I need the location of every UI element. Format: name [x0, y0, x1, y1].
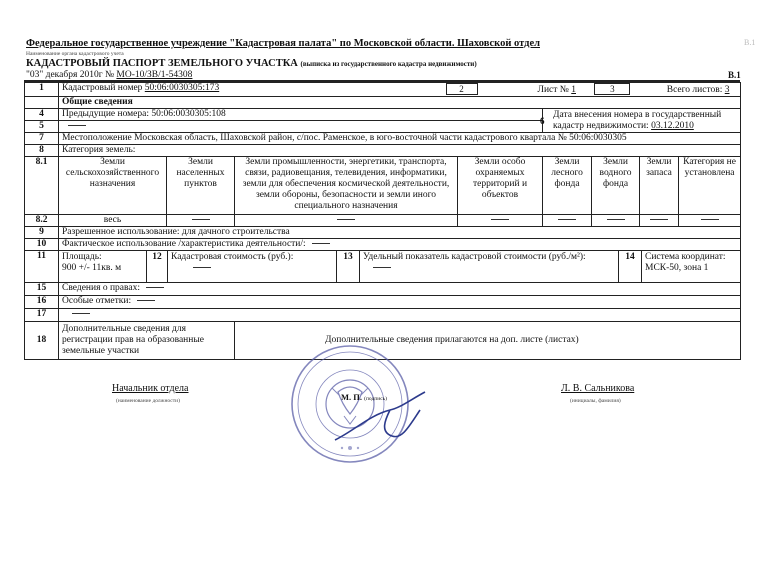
date-entry-cell — [540, 109, 741, 133]
organization-name: Федеральное государственное учреждение "Кадастровая палата" по Московской области. Шаховской отдел — [26, 38, 540, 49]
date-entry — [543, 109, 737, 131]
rights-info — [59, 283, 741, 296]
category-value: весь — [59, 215, 167, 227]
additional-info-value: Дополнительные сведения прилагаются на доп. листе (листах) — [235, 322, 741, 360]
cadastral-cost-label: Кадастровая стоимость (руб.): — [171, 252, 294, 262]
row-num-12: 12 — [147, 251, 168, 282]
cadastral-number-cell — [59, 83, 543, 97]
coordinate-label: Система координат: — [645, 252, 726, 262]
empty-dash — [337, 219, 355, 220]
row-4 — [25, 109, 741, 121]
row-num: 8 — [25, 145, 59, 157]
actual-use — [59, 239, 741, 251]
row-num: 17 — [25, 309, 59, 322]
empty-dash — [491, 219, 509, 220]
previous-value: 50:06:0030305:108 — [151, 109, 226, 119]
category-agricultural: Земли сельскохозяйственного назначения — [59, 157, 167, 215]
special-notes — [59, 296, 741, 309]
signature-caption: (подпись) — [364, 396, 387, 402]
corner-mark: В.1 — [744, 38, 756, 47]
land-category-heading: Категория земель: — [59, 145, 741, 157]
actual-use-label: Фактическое использование /характеристика деятельности/: — [62, 239, 306, 249]
row-8-2 — [25, 215, 741, 227]
row-10 — [25, 239, 741, 251]
general-row — [25, 97, 741, 109]
signer-caption: (инициалы, фамилия) — [570, 398, 621, 404]
empty-dash — [137, 300, 155, 301]
row-num: 4 — [25, 109, 59, 121]
category-water: Земли водного фонда — [592, 157, 640, 215]
row-17 — [25, 309, 741, 322]
area-cell — [59, 251, 147, 282]
cadastral-table — [24, 82, 741, 360]
document-date — [26, 70, 192, 80]
row-num: 9 — [25, 227, 59, 239]
previous-numbers — [59, 109, 543, 121]
row-8-1 — [25, 157, 741, 215]
organization-caption: Наименование органа кадастрового учета — [26, 51, 124, 57]
coordinate-value: МСК-50, зона 1 — [645, 263, 709, 273]
title-text: КАДАСТРОВЫЙ ПАСПОРТ ЗЕМЕЛЬНОГО УЧАСТКА — [26, 58, 298, 69]
row-11-14 — [25, 251, 741, 283]
cadastral-number: 50:06:0030305:173 — [144, 83, 220, 93]
row-num: 8.2 — [25, 215, 59, 227]
area-label: Площадь: — [62, 252, 102, 262]
mp-label: М. П. — [341, 392, 363, 402]
row-num: 11 — [25, 251, 59, 283]
seal-place — [341, 392, 387, 402]
cell-2-box: 2 — [446, 83, 478, 95]
empty-dash — [72, 313, 90, 314]
row-9 — [25, 227, 741, 239]
specific-cost-cell — [360, 251, 619, 282]
empty-dash — [68, 125, 86, 126]
row-num: 16 — [25, 296, 59, 309]
signer-name: Л. В. Сальникова — [561, 383, 635, 394]
empty-dash — [650, 219, 668, 220]
general-heading: Общие сведения — [59, 97, 741, 109]
title-note: (выписка из государственного кадастра недвижимости) — [300, 60, 477, 68]
empty-dash — [607, 219, 625, 220]
empty-dash — [146, 287, 164, 288]
row-5-value — [59, 121, 543, 133]
position-caption: (наименование должности) — [116, 398, 180, 404]
row-num: 18 — [25, 322, 59, 360]
document-title — [26, 58, 477, 69]
date-entry-label: Дата внесения номера в государственный кадастр недвижимости: — [553, 110, 722, 131]
category-forest: Земли лесного фонда — [543, 157, 592, 215]
category-reserve: Земли запаса — [640, 157, 679, 215]
empty-dash — [701, 219, 719, 220]
category-industry: Земли промышленности, энергетики, транспорта, связи, радиовещания, телевидения, информатики, земли для обеспечения космической деятельности, земли обороны, безопасности и земли иного специального назначения — [235, 157, 458, 215]
area-value: 900 +/- 11кв. м — [62, 263, 122, 273]
row-num: 7 — [25, 133, 59, 145]
empty-dash — [193, 267, 211, 268]
previous-label: Предыдущие номера: — [62, 109, 152, 119]
location: Местоположение Московская область, Шаховской район, с/пос. Раменское, в юго-восточной части кадастрового квартала № 50:06:0030305 — [59, 133, 741, 145]
row-num-14: 14 — [619, 251, 642, 282]
row-16 — [25, 296, 741, 309]
category-not-established: Категория не установлена — [679, 157, 741, 215]
empty-dash — [192, 219, 210, 220]
total-sheets: 3 — [724, 85, 730, 95]
row-7 — [25, 133, 741, 145]
row-8 — [25, 145, 741, 157]
sheet-label: Лист № — [537, 85, 572, 95]
total-label: Всего листов: — [666, 85, 725, 95]
cadastral-cost-cell — [168, 251, 337, 282]
specific-cost-label: Удельный показатель кадастровой стоимости (руб./м²): — [363, 252, 586, 262]
empty-dash — [373, 267, 391, 268]
row-num-6: 6 — [540, 116, 545, 126]
row-num-13: 13 — [337, 251, 360, 282]
cadastral-label: Кадастровый номер — [62, 83, 145, 93]
date-entry-value: 03.12.2010 — [651, 120, 694, 131]
cell-3-box: 3 — [594, 83, 630, 95]
row-num: 1 — [25, 83, 59, 97]
additional-info-label: Дополнительные сведения для регистрации прав на образованные земельные участки — [59, 322, 235, 360]
empty-dash — [558, 219, 576, 220]
row-num: 8.1 — [25, 157, 59, 215]
form-code: В.1 — [728, 70, 741, 80]
coordinate-system-cell — [642, 251, 740, 282]
position-title: Начальник отдела — [112, 383, 189, 394]
empty-dash — [312, 243, 330, 244]
row-num: 5 — [25, 121, 59, 133]
category-protected: Земли особо охраняемых территорий и объектов — [458, 157, 543, 215]
row-num: 15 — [25, 283, 59, 296]
sheet-number: 1 — [571, 85, 576, 95]
special-notes-label: Особые отметки: — [62, 296, 132, 306]
signature-scribble — [330, 370, 440, 460]
permitted-use: Разрешенное использование: для дачного строительства — [59, 227, 741, 239]
sheet-info-cell — [537, 83, 741, 97]
area-cost-strip — [59, 251, 740, 282]
category-settlements: Земли населенных пунктов — [167, 157, 235, 215]
date-text: "03" декабря 2010г № — [26, 70, 117, 80]
doc-number: МО-10/ЗВ/1-54308 — [116, 70, 193, 80]
rights-label: Сведения о правах: — [62, 283, 140, 293]
row-1 — [25, 83, 741, 97]
row-15 — [25, 283, 741, 296]
row-num: 10 — [25, 239, 59, 251]
